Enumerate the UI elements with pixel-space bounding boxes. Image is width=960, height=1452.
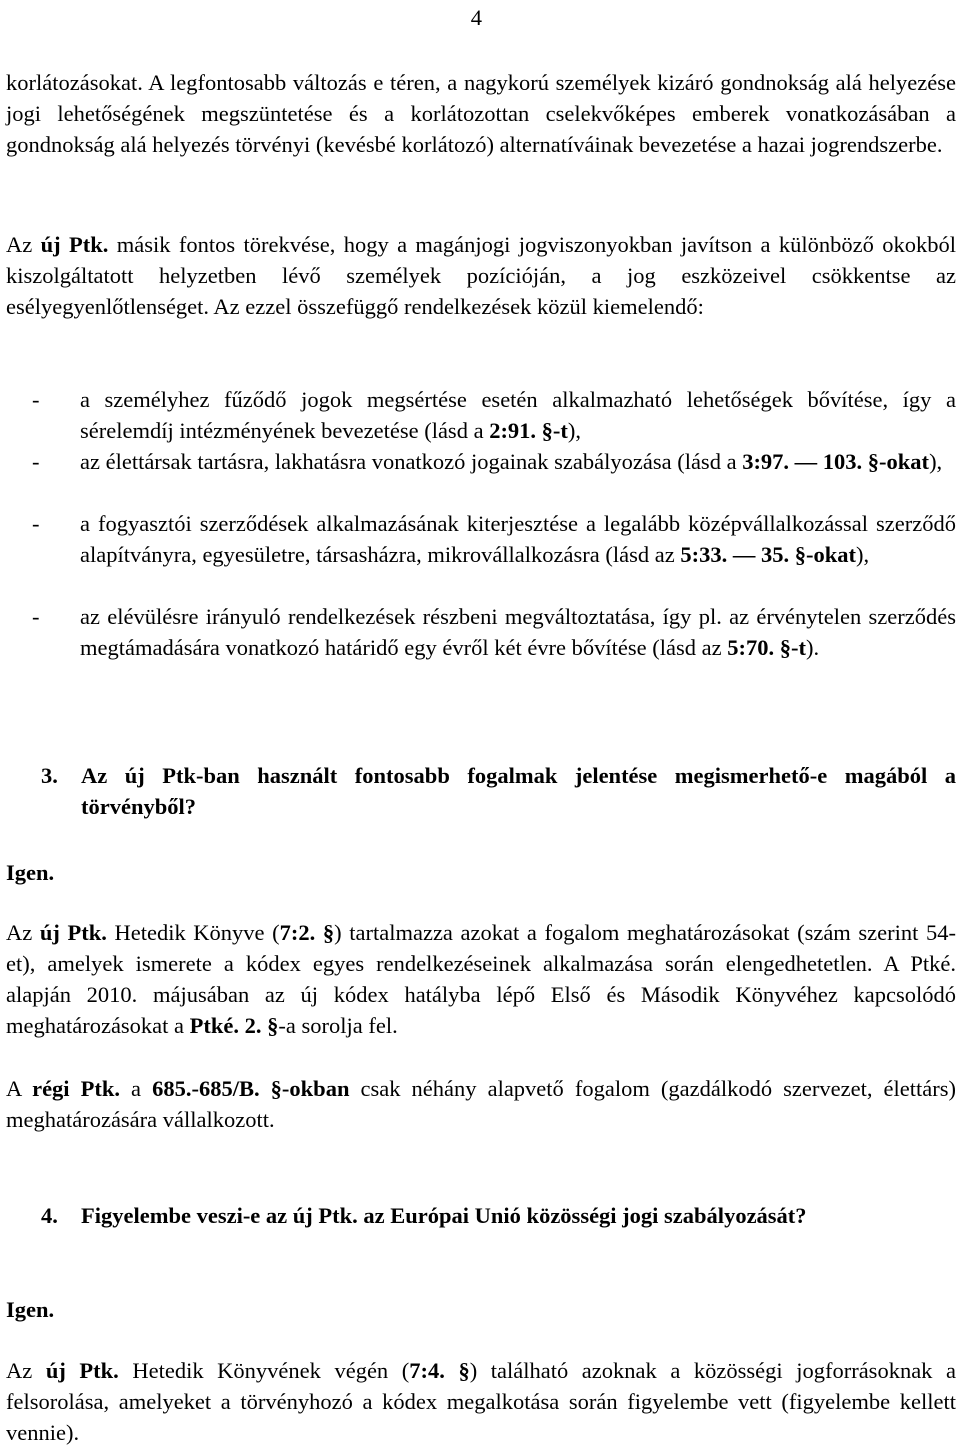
- list-dash: -: [32, 387, 40, 412]
- bold-ref: 2:91. §-t: [489, 418, 568, 443]
- text-run: a fogyasztói szerződések alkalmazásának kiterjesztése a legalább középvállalkozással szerződő alapítványra, egyesületre, társasházra, mikrovállalkozásra (lásd az: [80, 511, 956, 567]
- bold-ref: 5:70. §-t: [727, 635, 806, 660]
- text-run: ) található azoknak a közösségi jogforrásoknak a felsorolása, amelyeket a törvényhozó a kódex megalkotása során figyelembe vett (figyelembe kellett vennie).: [6, 1358, 956, 1445]
- q4-answer-paragraph: [6, 1355, 956, 1448]
- text-run: másik fontos törekvése, hogy a magánjogi jogviszonyokban javítson a különböző okokból kiszolgáltatott helyzetben lévő személyek pozícióján, a jog eszközeivel csökkentse az esélyegyenlőtlenséget. Az ezzel összefüggő rendelkezések közül kiemelendő:: [6, 232, 956, 319]
- text-run: ),: [567, 418, 582, 443]
- text-run: Az: [6, 1358, 46, 1383]
- list-item-text: [80, 384, 956, 446]
- question-text: Az új Ptk-ban használt fontosabb fogalmak jelentése megismerhető-e magából a törvényből?: [81, 763, 956, 819]
- list-dash: -: [32, 511, 40, 536]
- list-item-text: [80, 446, 956, 477]
- list-dash: -: [32, 604, 40, 629]
- question-number: 4.: [41, 1203, 58, 1228]
- text-run: Hetedik Könyve (: [106, 920, 280, 945]
- text-run: a személyhez fűződő jogok megsértése esetén alkalmazható lehetőségek bővítése, így a sérelemdíj intézményének bevezetése (lásd a: [80, 387, 956, 443]
- intro-paragraph: [6, 67, 956, 160]
- text-run: Hetedik Könyvének végén (: [118, 1358, 410, 1383]
- ptk-aims-paragraph: [6, 229, 956, 322]
- q3-answer-paragraph: [6, 917, 956, 1041]
- intro-text: korlátozásokat. A legfontosabb változás e téren, a nagykorú személyek kizáró gondnokság alá helyezése jogi lehetőségének megszüntetése és a korlátozottan cselekvőképes emberek vonatkozásában a gondnokság alá helyezés törvényi (kevésbé korlátozó) alternatíváinak bevezetése a hazai jogrendszerbe.: [6, 70, 956, 157]
- text-run: Az: [6, 232, 41, 257]
- list-dash: -: [32, 449, 40, 474]
- bold-ref: 7:2. §: [279, 920, 335, 945]
- answer-4: Igen.: [6, 1297, 55, 1322]
- bold-ref: 5:33. — 35. §-okat: [680, 542, 856, 567]
- text-run: -a sorolja fel.: [278, 1013, 398, 1038]
- bold-run: régi Ptk.: [32, 1076, 120, 1101]
- bold-ref: 7:4. §: [409, 1358, 470, 1383]
- text-run: A: [6, 1076, 33, 1101]
- text-run: az élettársak tartásra, lakhatásra vonatkozó jogainak szabályozása (lásd a: [80, 449, 743, 474]
- list-item-text: [80, 508, 956, 570]
- q3-old-ptk-paragraph: [6, 1073, 956, 1135]
- text-run: Az: [6, 920, 40, 945]
- list-item-text: [80, 601, 956, 663]
- bold-ref: 685.-685/B. §-okban: [152, 1076, 350, 1101]
- question-text: Figyelembe veszi-e az új Ptk. az Európai Unió közösségi jogi szabályozását?: [81, 1203, 807, 1228]
- bold-ref: Ptké. 2. §: [189, 1013, 279, 1038]
- bold-run: új Ptk.: [45, 1358, 119, 1383]
- text-run: ),: [855, 542, 870, 567]
- bold-run: új Ptk.: [39, 920, 107, 945]
- bold-ref: 3:97. — 103. §-okat: [742, 449, 930, 474]
- page-number: 4: [470, 5, 482, 30]
- text-run: a: [120, 1076, 153, 1101]
- text-run: ),: [929, 449, 943, 474]
- answer-3: Igen.: [6, 860, 55, 885]
- text-run: csak néhány alapvető fogalom (gazdálkodó szervezet, élettárs) meghatározására vállalkozott.: [6, 1076, 956, 1132]
- text-run: az elévülésre irányuló rendelkezések részbeni megváltoztatása, így pl. az érvénytelen szerződés megtámadására vonatkozó határidő egy évről két évre bővítése (lásd az: [80, 604, 956, 660]
- question-number: 3.: [41, 763, 58, 788]
- text-run: ) tartalmazza azokat a fogalom meghatározásokat (szám szerint 54-et), amelyek ismerete a kódex egyes rendelkezéseinek alkalmazása során elengedhetetlen. A Ptké. alapján 2010. májusában az új kódex hatályba lépő Első és Második Könyvéhez kapcsolódó meghatározásokat a: [6, 920, 956, 1038]
- text-run: ).: [805, 635, 820, 660]
- bold-run: új Ptk.: [40, 232, 109, 257]
